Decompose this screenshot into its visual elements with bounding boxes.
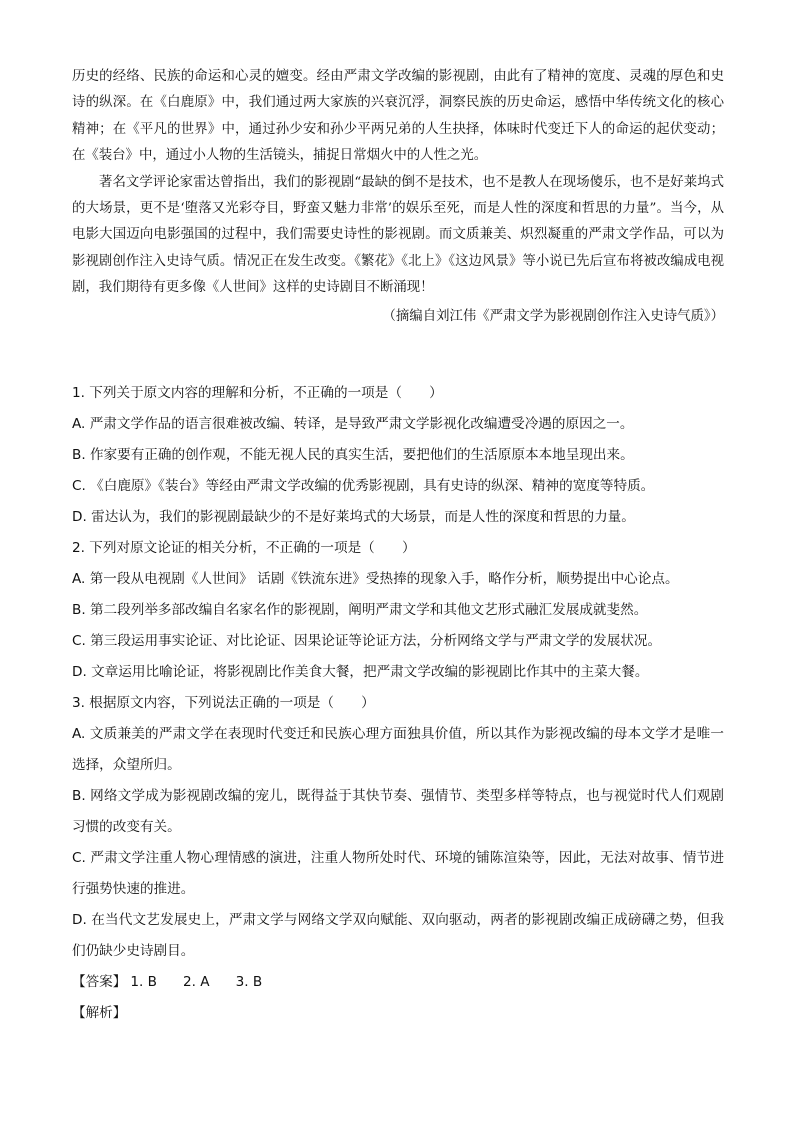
question-3-option-a: A. 文质兼美的严肃文学在表现时代变迁和民族心理方面独具价值，所以其作为影视改编的母本文学才是唯一选择，众望所归。 bbox=[72, 726, 724, 773]
answer-label: 【答案】 bbox=[72, 974, 127, 990]
question-2-option-a: A. 第一段从电视剧《人世间》 话剧《铁流东进》受热捧的现象入手，略作分析，顺势提出中心论点。 bbox=[72, 571, 679, 587]
answer-item-1: 1. B bbox=[130, 974, 157, 990]
question-2-option-b: B. 第二段列举多部改编自名家名作的影视剧，阐明严肃文学和其他文艺形式融汇发展成就斐然。 bbox=[72, 602, 648, 618]
reading-passage bbox=[72, 64, 724, 330]
question-3-option-d: D. 在当代文艺发展史上，严肃文学与网络文学双向赋能、双向驱动，两者的影视剧改编正成磅礴之势，但我们仍缺少史诗剧目。 bbox=[72, 912, 724, 959]
answer-item-3: 3. B bbox=[235, 974, 263, 990]
questions-section bbox=[72, 378, 724, 1029]
question-3-stem: 3. 根据原文内容，下列说法正确的一项是（ ） bbox=[72, 695, 375, 711]
question-1-option-a: A. 严肃文学作品的语言很难被改编、转译，是导致严肃文学影视化改编遭受冷遇的原因之一。 bbox=[72, 416, 634, 432]
passage-paragraph-2: 著名文学评论家雷达曾指出，我们的影视剧“最缺的倒不是技术，也不是教人在现场傻乐，也不是好莱坞式的大场景，更不是‘堕落又光彩夺目，野蛮又魅力非常’的娱乐至死，而是人性的深度和哲思的力量”。当今，从电影大国迈向电影强国的过程中，我们需要史诗性的影视剧。而文质兼美、炽烈凝重的严肃文学作品，可以为影视剧创作注入史诗气质。情况正在发生改变。《繁花》《北上》《这边风景》等小说已先后宣布将被改编成电视剧，我们期待有更多像《人世间》这样的史诗剧目不断涌现！ bbox=[72, 174, 724, 296]
question-2-option-d: D. 文章运用比喻论证，将影视剧比作美食大餐，把严肃文学改编的影视剧比作其中的主菜大餐。 bbox=[72, 664, 649, 680]
question-1-option-c: C. 《白鹿原》《装台》等经由严肃文学改编的优秀影视剧，具有史诗的纵深、精神的宽度等特质。 bbox=[72, 478, 655, 494]
question-2-stem: 2. 下列对原文论证的相关分析，不正确的一项是（ ） bbox=[72, 540, 416, 556]
question-1-option-d: D. 雷达认为，我们的影视剧最缺少的不是好莱坞式的大场景，而是人性的深度和哲思的力量。 bbox=[72, 509, 635, 525]
analysis-label: 【解析】 bbox=[72, 1005, 127, 1021]
passage-paragraph-1: 历史的经络、民族的命运和心灵的嬗变。经由严肃文学改编的影视剧，由此有了精神的宽度、灵魂的厚色和史诗的纵深。在《白鹿原》中，我们通过两大家族的兴衰沉浮，洞察民族的历史命运，感悟中华传统文化的核心精神；在《平凡的世界》中，通过孙少安和孙少平两兄弟的人生抉择，体味时代变迁下人的命运的起伏变动；在《装台》中，通过小人物的生活镜头，捕捉日常烟火中的人性之光。 bbox=[72, 69, 724, 164]
answer-line bbox=[72, 967, 724, 998]
question-3-option-b: B. 网络文学成为影视剧改编的宠儿，既得益于其快节奏、强情节、类型多样等特点，也与视觉时代人们观剧习惯的改变有关。 bbox=[72, 788, 724, 835]
question-1-option-b: B. 作家要有正确的创作观，不能无视人民的真实生活，要把他们的生活原原本本地呈现出来。 bbox=[72, 447, 634, 463]
passage-source: （摘编自刘江伟《严肃文学为影视剧创作注入史诗气质》） bbox=[382, 308, 724, 324]
analysis-line bbox=[72, 998, 724, 1029]
question-2-option-c: C. 第三段运用事实论证、对比论证、因果论证等论证方法，分析网络文学与严肃文学的发展状况。 bbox=[72, 633, 662, 649]
question-3-option-c: C. 严肃文学注重人物心理情感的演进，注重人物所处时代、环境的铺陈渲染等，因此，无法对故事、情节进行强势快速的推进。 bbox=[72, 850, 724, 897]
answer-item-2: 2. A bbox=[183, 974, 210, 990]
question-1-stem: 1. 下列关于原文内容的理解和分析，不正确的一项是（ ） bbox=[72, 385, 443, 401]
